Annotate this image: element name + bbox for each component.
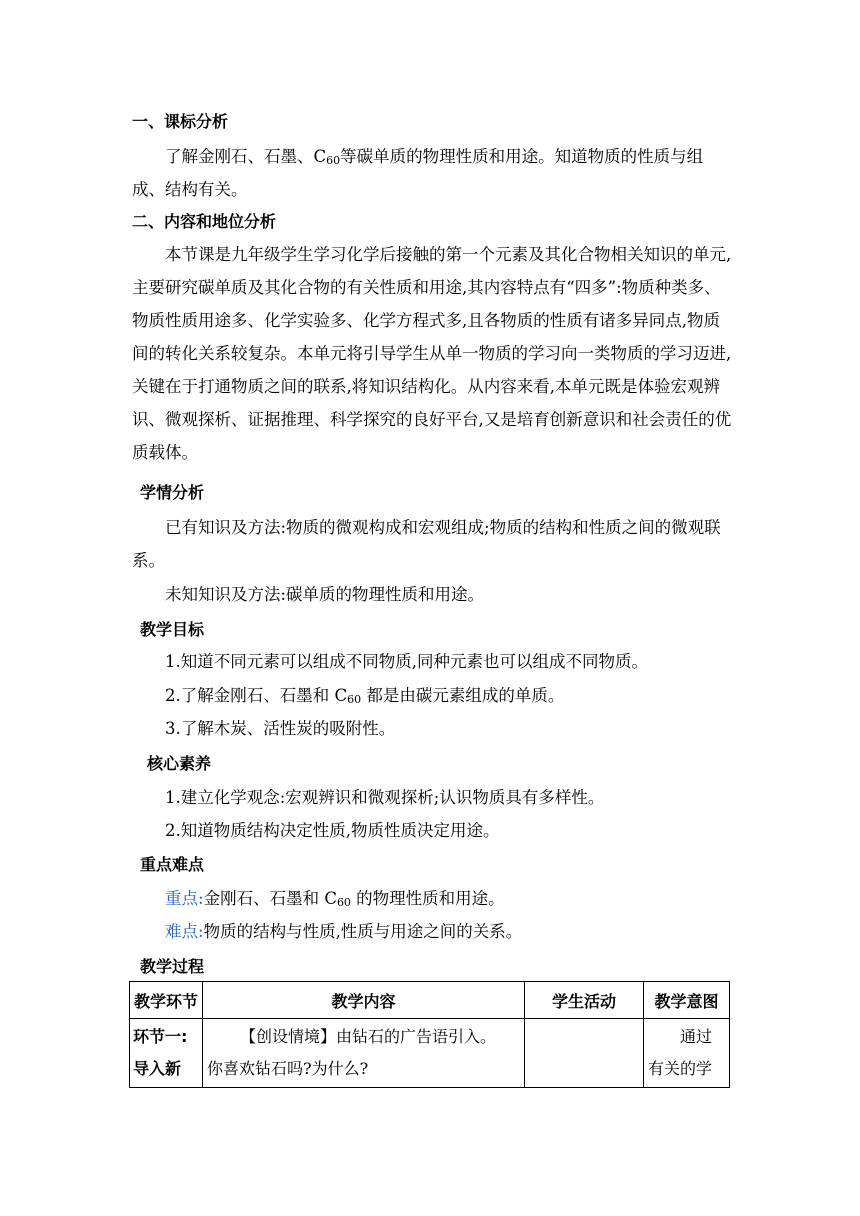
header-intent: 教学意图	[644, 982, 730, 1019]
goal-item-3: 3.了解木炭、活性炭的吸附性。	[165, 719, 396, 738]
key-point-line	[165, 888, 505, 910]
cell-content	[203, 1019, 525, 1088]
section-title-content: 二、内容和地位分析	[132, 212, 277, 231]
curriculum-text: 了解金刚石、石墨、$C_{60}$等碳单质的物理性质和用途。知道物质的性质与组成、结构有关。	[132, 147, 704, 199]
cell-activity	[525, 1019, 644, 1088]
table-header-row	[130, 982, 730, 1019]
goal-item-1: 1.知道不同元素可以组成不同物质,同种元素也可以组成不同物质。	[165, 652, 648, 671]
stage-line-1: 环节一:	[133, 1027, 188, 1046]
students-unknown-text: 未知知识及方法:碳单质的物理性质和用途。	[165, 585, 485, 604]
key-point-label: 重点:	[165, 889, 204, 908]
stage-line-2: 导入新	[133, 1059, 182, 1078]
difficulty-label: 难点:	[165, 922, 204, 941]
cell-stage	[130, 1019, 203, 1088]
intent-line-1: 通过	[680, 1027, 713, 1046]
literacy-item-1: 1.建立化学观念:宏观辨识和微观探析;认识物质具有多样性。	[165, 788, 605, 807]
section-title-students: 学情分析	[140, 483, 205, 502]
header-content: 教学内容	[203, 982, 525, 1019]
difficulty-text: 物质的结构与性质,性质与用途之间的关系。	[203, 922, 523, 941]
content-line-2: 你喜欢钻石吗?为什么?	[207, 1059, 369, 1078]
teaching-process-table	[129, 981, 730, 1088]
section-title-process: 教学过程	[140, 957, 205, 976]
students-known-text: 已有知识及方法:物质的微观构成和宏观组成;物质的结构和性质之间的微观联系。	[132, 518, 721, 570]
section-title-key-points: 重点难点	[140, 855, 205, 874]
content-line-1: 【创设情境】由钻石的广告语引入。	[240, 1027, 497, 1046]
curriculum-paragraph	[132, 140, 732, 206]
intent-line-2: 有关的学	[648, 1059, 713, 1078]
section-title-goals: 教学目标	[140, 620, 205, 639]
header-stage: 教学环节	[130, 982, 203, 1019]
goal-item-2: 2.了解金刚石、石墨和 $C_{60}$ 都是由碳元素组成的单质。	[165, 686, 565, 706]
content-paragraph	[132, 238, 732, 469]
difficulty-line	[165, 921, 522, 943]
content-text: 本节课是九年级学生学习化学后接触的第一个元素及其化合物相关知识的单元,主要研究碳单质及其化合物的有关性质和用途,其内容特点有“四多”:物质种类多、物质性质用途多、化学实验多、化学方程式多,且各物质的性质有诸多异同点,物质间的转化关系较复杂。本单元将引导学生从单一物质的学习向一类物质的学习迈进,关键在于打通物质之间的联系,将知识结构化。从内容来看,本单元既是体验宏观辨识、微观探析、证据推理、科学探究的良好平台,又是培育创新意识和社会责任的优质载体。	[132, 245, 732, 462]
literacy-item-2: 2.知道物质结构决定性质,物质性质决定用途。	[165, 821, 500, 840]
students-unknown-paragraph	[132, 578, 732, 611]
section-title-curriculum: 一、课标分析	[132, 112, 229, 131]
table-row	[130, 1019, 730, 1088]
key-point-text: 金刚石、石墨和 $C_{60}$ 的物理性质和用途。	[203, 889, 505, 909]
header-activity: 学生活动	[525, 982, 644, 1019]
section-title-literacy: 核心素养	[147, 754, 212, 773]
cell-intent	[644, 1019, 730, 1088]
students-known-paragraph	[132, 511, 732, 577]
